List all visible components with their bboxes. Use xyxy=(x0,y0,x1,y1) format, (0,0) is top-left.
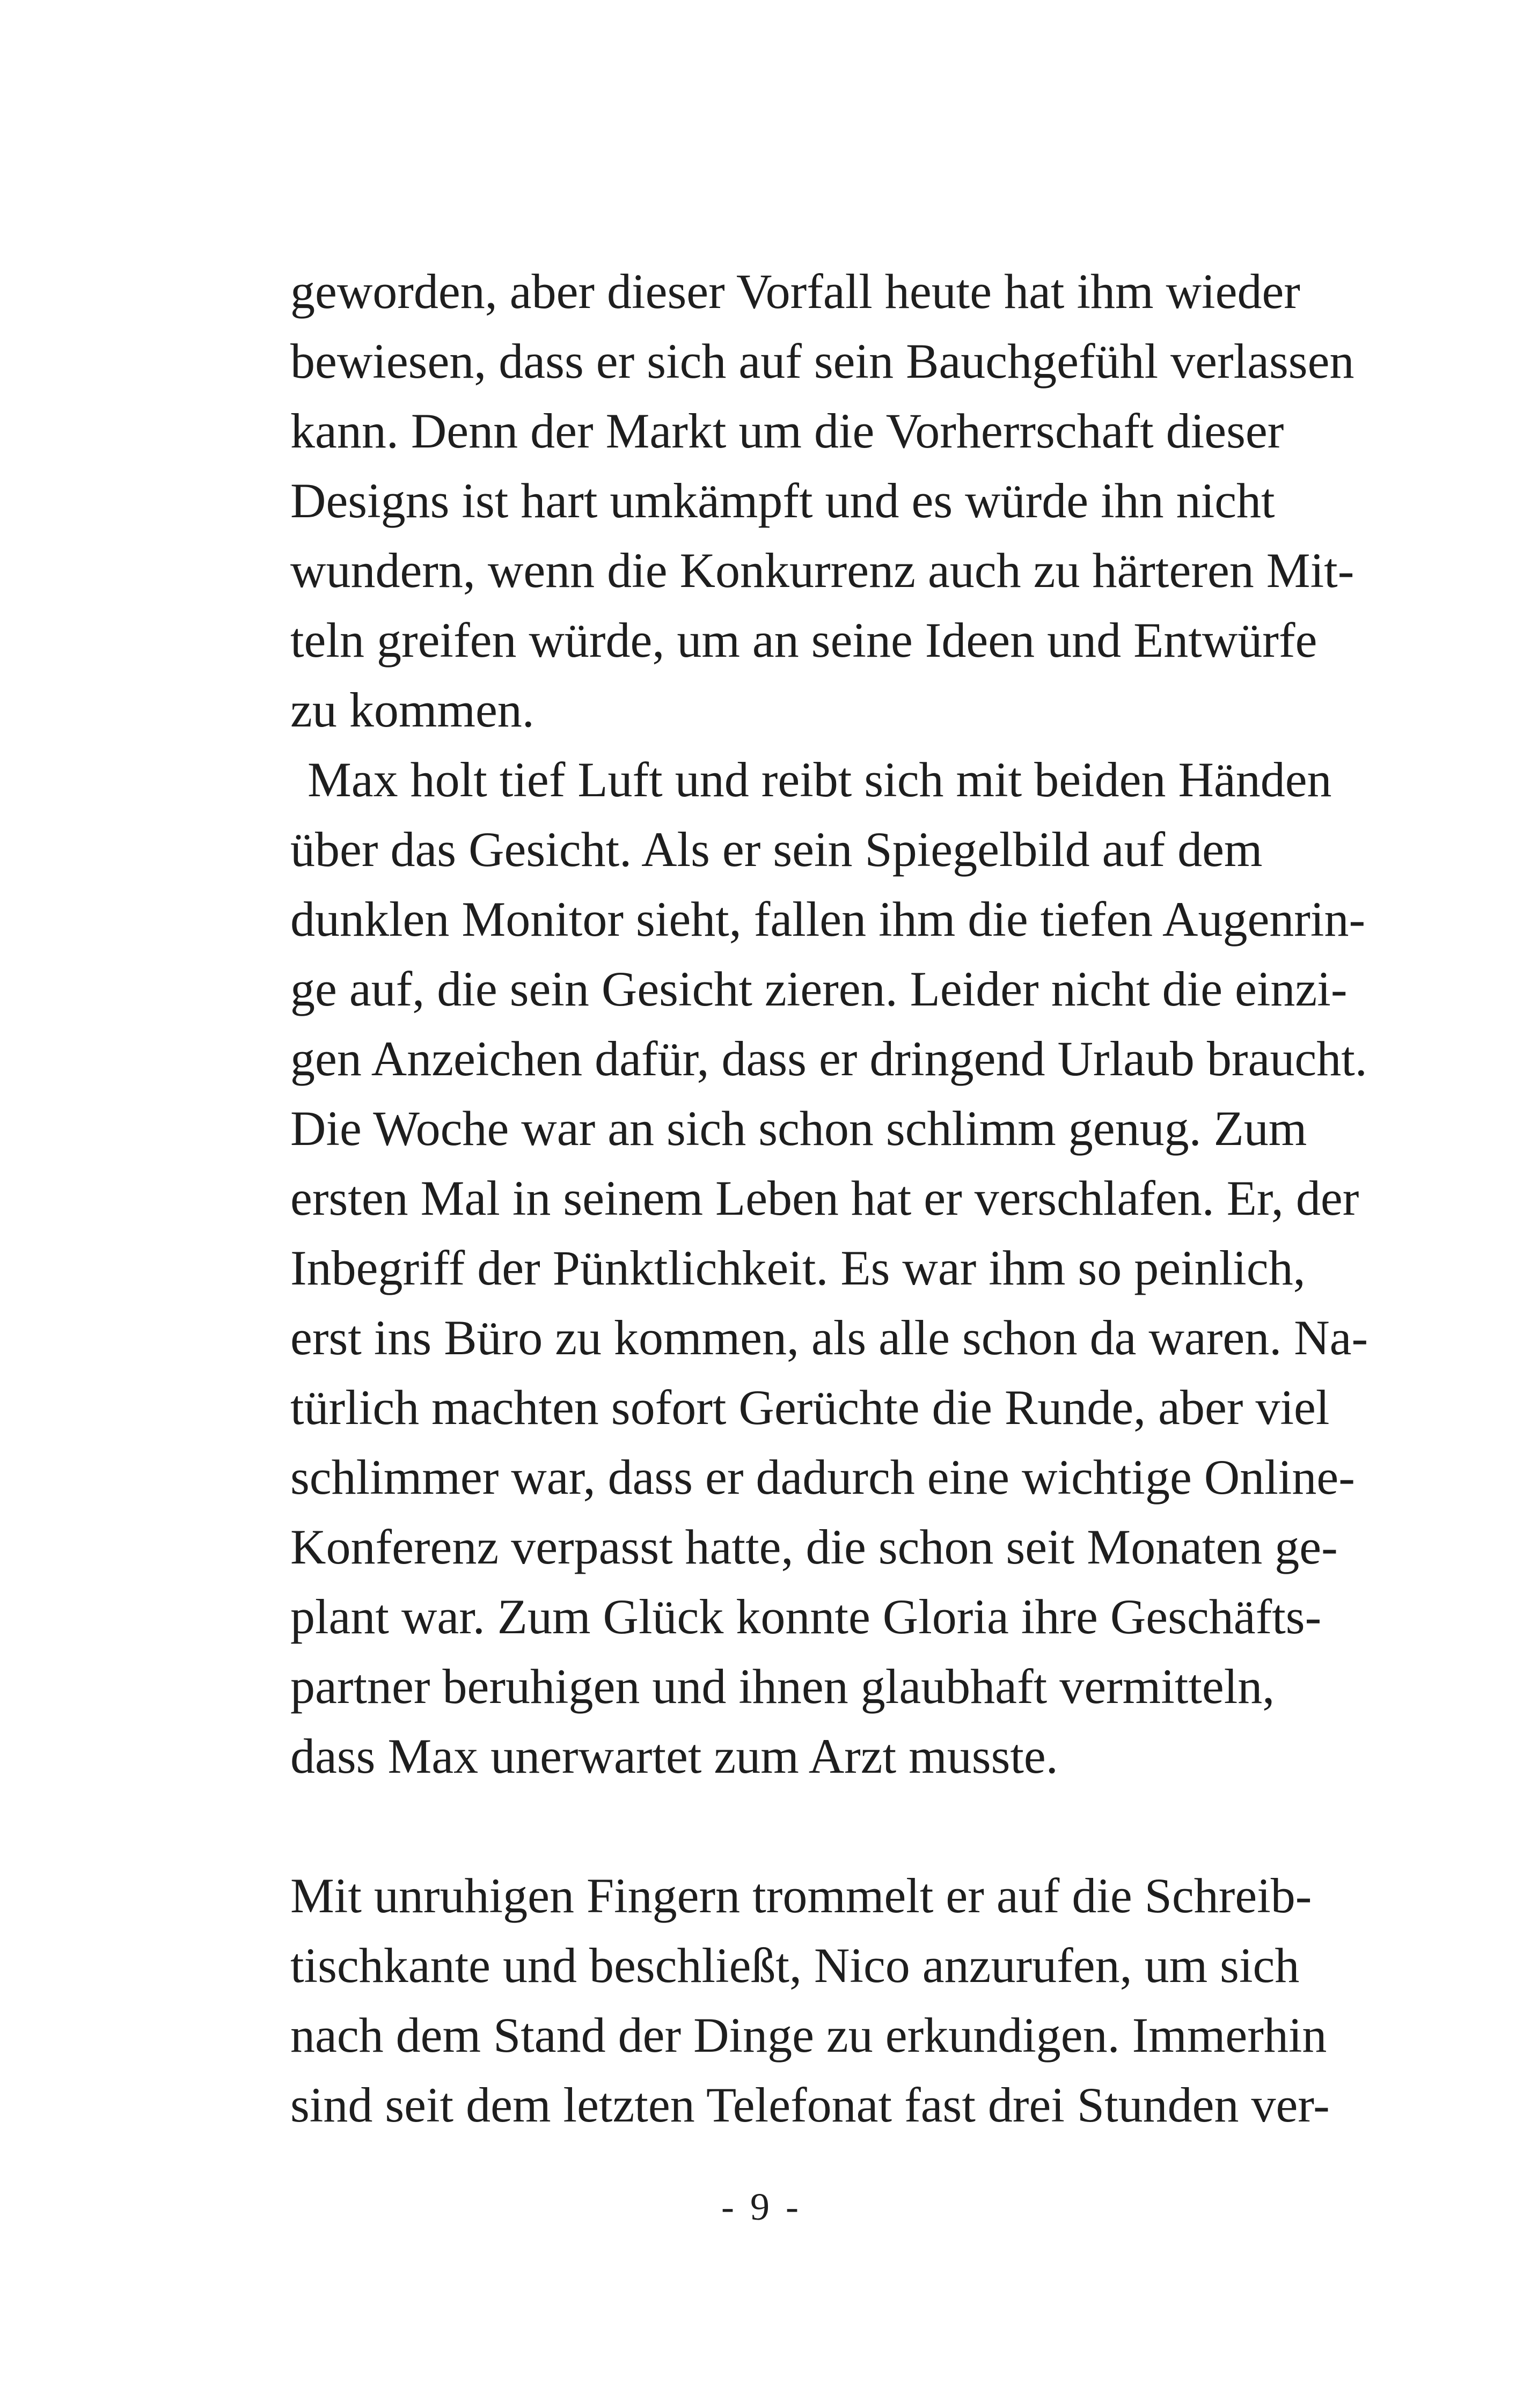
text-line: gen Anzeichen dafür, dass er dringend Urlaub braucht. xyxy=(290,1031,1367,1086)
text-line: tischkante und beschließt, Nico anzurufen, um sich xyxy=(290,1938,1300,1993)
text-line: wundern, wenn die Konkurrenz auch zu härteren Mit- xyxy=(290,543,1354,598)
text-line: bewiesen, dass er sich auf sein Bauchgefühl verlassen xyxy=(290,334,1354,388)
text-line: geworden, aber dieser Vorfall heute hat ihm wieder xyxy=(290,264,1300,319)
text-line: dunklen Monitor sieht, fallen ihm die tiefen Augenrin- xyxy=(290,892,1366,946)
text-line: ge auf, die sein Gesicht zieren. Leider nicht die einzi- xyxy=(290,961,1348,1016)
text-line: kann. Denn der Markt um die Vorherrschaft dieser xyxy=(290,403,1284,458)
text-line: nach dem Stand der Dinge zu erkundigen. Immerhin xyxy=(290,2008,1327,2062)
page-number: - 9 - xyxy=(721,2185,802,2228)
text-line: Mit unruhigen Fingern trommelt er auf die Schreib- xyxy=(290,1868,1312,1923)
text-line: teln greifen würde, um an seine Ideen und Entwürfe xyxy=(290,613,1317,667)
text-line: Inbegriff der Pünktlichkeit. Es war ihm so peinlich, xyxy=(290,1240,1306,1295)
text-line: dass Max unerwartet zum Arzt musste. xyxy=(290,1729,1058,1783)
text-line: plant war. Zum Glück konnte Gloria ihre Geschäfts- xyxy=(290,1589,1322,1644)
text-line: Konferenz verpasst hatte, die schon seit Monaten ge- xyxy=(290,1519,1338,1574)
text-line: Max holt tief Luft und reibt sich mit beiden Händen xyxy=(307,752,1332,807)
text-line: schlimmer war, dass er dadurch eine wichtige Online- xyxy=(290,1450,1355,1504)
paragraph-1 xyxy=(290,256,1354,745)
text-line: über das Gesicht. Als er sein Spiegelbild auf dem xyxy=(290,822,1263,877)
text-line: türlich machten sofort Gerüchte die Runde, aber viel xyxy=(290,1380,1330,1435)
text-line: zu kommen. xyxy=(290,682,534,737)
text-line: ersten Mal in seinem Leben hat er verschlafen. Er, der xyxy=(290,1171,1359,1225)
text-line: Die Woche war an sich schon schlimm genug. Zum xyxy=(290,1101,1307,1156)
text-line: partner beruhigen und ihnen glaubhaft vermitteln, xyxy=(290,1659,1275,1714)
text-line: Designs ist hart umkämpft und es würde ihn nicht xyxy=(290,473,1275,528)
text-line: erst ins Büro zu kommen, als alle schon da waren. Na- xyxy=(290,1310,1368,1365)
text-line: sind seit dem letzten Telefonat fast drei Stunden ver- xyxy=(290,2077,1330,2132)
paragraph-2 xyxy=(290,745,1368,1791)
paragraph-3 xyxy=(290,1861,1330,2140)
